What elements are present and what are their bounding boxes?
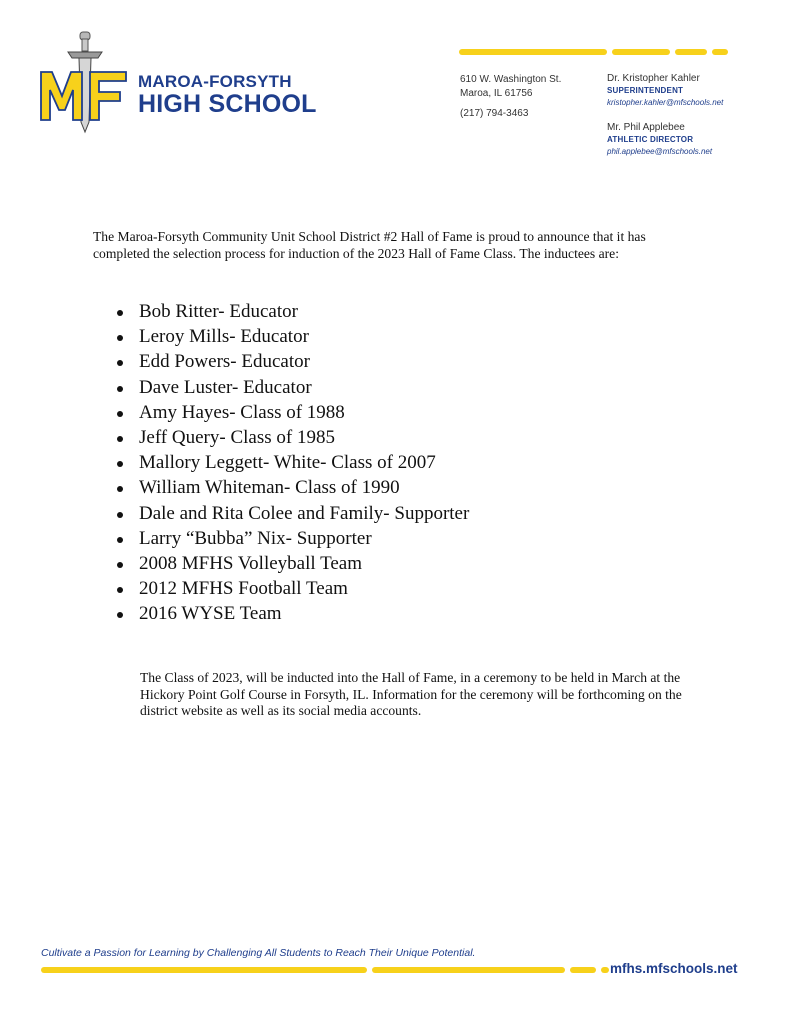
school-name-line2: HIGH SCHOOL — [138, 90, 317, 118]
contact-email[interactable]: kristopher.kahler@mfschools.net — [607, 98, 724, 107]
list-item: Edd Powers- Educator — [115, 349, 469, 374]
list-item: Leroy Mills- Educator — [115, 324, 469, 349]
list-item: 2016 WYSE Team — [115, 601, 469, 626]
contact-athletic-director — [607, 122, 712, 158]
school-logo — [38, 30, 133, 135]
contact-superintendent — [607, 73, 723, 109]
bar-4 — [712, 49, 728, 55]
list-item: Dave Luster- Educator — [115, 375, 469, 400]
bar-4 — [601, 967, 609, 973]
bar-1 — [459, 49, 607, 55]
bar-1 — [41, 967, 367, 973]
contact-title: SUPERINTENDENT — [607, 86, 684, 95]
contact-name: Dr. Kristopher Kahler — [607, 73, 700, 84]
list-item: Dale and Rita Colee and Family- Supporter — [115, 501, 469, 526]
list-item: Mallory Leggett- White- Class of 2007 — [115, 450, 469, 475]
footer-website-link[interactable]: mfhs.mfschools.net — [610, 961, 738, 976]
bar-2 — [612, 49, 670, 55]
address-block — [460, 73, 561, 121]
list-item: Larry “Bubba” Nix- Supporter — [115, 526, 469, 551]
address-line1: 610 W. Washington St. — [460, 74, 562, 85]
phone-number: (217) 794-3463 — [460, 108, 529, 119]
intro-paragraph: The Maroa-Forsyth Community Unit School District #2 Hall of Fame is proud to announce that it has completed the selection process for induction of the 2023 Hall of Fame Class. The inductees are: — [93, 229, 646, 261]
closing-paragraph: The Class of 2023, will be inducted into the Hall of Fame, in a ceremony to be held in March at the Hickory Point Golf Course in Forsyth, IL. Information for the ceremony will be forthcoming on the district website as well as its social media accounts. — [140, 670, 682, 718]
list-item: 2012 MFHS Football Team — [115, 576, 469, 601]
bottom-decorative-bars — [41, 967, 611, 973]
contact-name: Mr. Phil Applebee — [607, 122, 685, 133]
footer-tagline: Cultivate a Passion for Learning by Challenging All Students to Reach Their Unique Potential. — [41, 947, 476, 959]
top-decorative-bars — [459, 49, 729, 55]
bar-3 — [570, 967, 596, 973]
list-item: William Whiteman- Class of 1990 — [115, 475, 469, 500]
school-name-line1: MAROA-FORSYTH — [138, 72, 292, 91]
inductee-list — [115, 299, 469, 626]
list-item: Bob Ritter- Educator — [115, 299, 469, 324]
contact-email[interactable]: phil.applebee@mfschools.net — [607, 147, 713, 156]
address-line2: Maroa, IL 61756 — [460, 88, 533, 99]
school-name — [138, 73, 317, 117]
list-item: 2008 MFHS Volleyball Team — [115, 551, 469, 576]
list-item: Jeff Query- Class of 1985 — [115, 425, 469, 450]
contact-title: ATHLETIC DIRECTOR — [607, 135, 694, 144]
bar-3 — [675, 49, 707, 55]
list-item: Amy Hayes- Class of 1988 — [115, 400, 469, 425]
bar-2 — [372, 967, 565, 973]
